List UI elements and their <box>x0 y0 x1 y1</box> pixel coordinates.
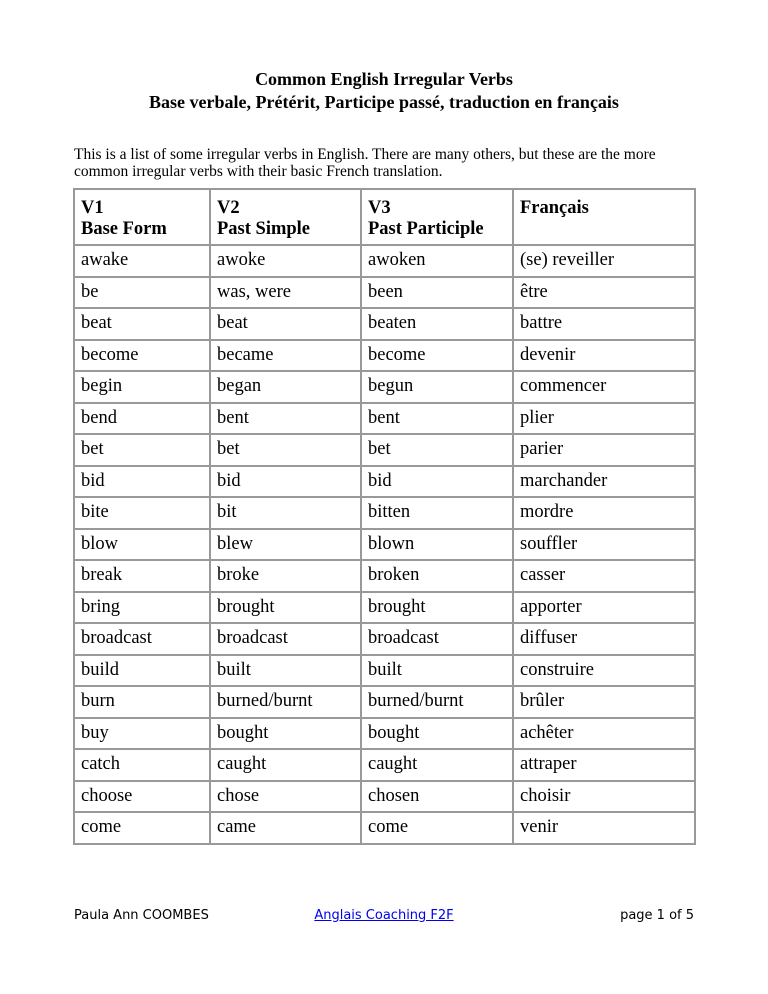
cell-french: casser <box>513 560 695 592</box>
cell-french: battre <box>513 308 695 340</box>
cell-french: parier <box>513 434 695 466</box>
cell-base-form: bend <box>74 403 210 435</box>
cell-past-simple: caught <box>210 749 361 781</box>
table-row <box>74 403 695 435</box>
cell-base-form: become <box>74 340 210 372</box>
document-title <box>0 68 768 114</box>
cell-french: achêter <box>513 718 695 750</box>
cell-past-participle: begun <box>361 371 513 403</box>
header-v3: V3 Past Participle <box>361 189 513 245</box>
table-row <box>74 277 695 309</box>
footer-link[interactable]: Anglais Coaching F2F <box>314 908 454 923</box>
cell-past-participle: broken <box>361 560 513 592</box>
cell-french: attraper <box>513 749 695 781</box>
cell-base-form: bet <box>74 434 210 466</box>
cell-past-participle: brought <box>361 592 513 624</box>
cell-base-form: break <box>74 560 210 592</box>
cell-past-participle: beaten <box>361 308 513 340</box>
cell-past-participle: bent <box>361 403 513 435</box>
table-row <box>74 245 695 277</box>
cell-base-form: bring <box>74 592 210 624</box>
cell-past-participle: been <box>361 277 513 309</box>
header-francais: Français <box>513 189 695 245</box>
intro-paragraph: This is a list of some irregular verbs in English. There are many others, but these are the more common irregular verbs with their basic French translation. <box>74 146 656 180</box>
cell-past-simple: chose <box>210 781 361 813</box>
cell-past-simple: bit <box>210 497 361 529</box>
cell-past-simple: bought <box>210 718 361 750</box>
cell-base-form: bite <box>74 497 210 529</box>
cell-french: apporter <box>513 592 695 624</box>
table-row <box>74 623 695 655</box>
cell-past-participle: burned/burnt <box>361 686 513 718</box>
cell-past-participle: awoken <box>361 245 513 277</box>
cell-french: être <box>513 277 695 309</box>
cell-past-participle: bid <box>361 466 513 498</box>
cell-past-simple: bet <box>210 434 361 466</box>
cell-past-simple: built <box>210 655 361 687</box>
cell-french: diffuser <box>513 623 695 655</box>
cell-past-participle: broadcast <box>361 623 513 655</box>
cell-french: souffler <box>513 529 695 561</box>
cell-base-form: buy <box>74 718 210 750</box>
cell-past-simple: came <box>210 812 361 844</box>
cell-base-form: begin <box>74 371 210 403</box>
table-row <box>74 749 695 781</box>
cell-past-simple: became <box>210 340 361 372</box>
cell-base-form: burn <box>74 686 210 718</box>
cell-past-participle: chosen <box>361 781 513 813</box>
cell-past-simple: beat <box>210 308 361 340</box>
cell-past-simple: burned/burnt <box>210 686 361 718</box>
cell-base-form: broadcast <box>74 623 210 655</box>
cell-french: (se) reveiller <box>513 245 695 277</box>
cell-past-simple: brought <box>210 592 361 624</box>
footer-author: Paula Ann COOMBES <box>74 908 209 923</box>
irregular-verbs-table <box>73 188 696 845</box>
cell-past-simple: awoke <box>210 245 361 277</box>
table-row <box>74 434 695 466</box>
footer-page-number: page 1 of 5 <box>620 908 694 923</box>
cell-past-participle: come <box>361 812 513 844</box>
cell-past-participle: bitten <box>361 497 513 529</box>
cell-past-participle: blown <box>361 529 513 561</box>
cell-base-form: build <box>74 655 210 687</box>
title-line-1: Common English Irregular Verbs <box>255 69 513 89</box>
cell-base-form: beat <box>74 308 210 340</box>
cell-french: mordre <box>513 497 695 529</box>
cell-french: choisir <box>513 781 695 813</box>
cell-base-form: choose <box>74 781 210 813</box>
table-row <box>74 812 695 844</box>
cell-past-participle: become <box>361 340 513 372</box>
cell-past-simple: bent <box>210 403 361 435</box>
cell-past-participle: bought <box>361 718 513 750</box>
cell-past-participle: caught <box>361 749 513 781</box>
cell-base-form: be <box>74 277 210 309</box>
table-row <box>74 308 695 340</box>
cell-french: construire <box>513 655 695 687</box>
cell-french: plier <box>513 403 695 435</box>
table-row <box>74 466 695 498</box>
table-header-row <box>74 189 695 245</box>
table-row <box>74 781 695 813</box>
cell-base-form: come <box>74 812 210 844</box>
cell-base-form: bid <box>74 466 210 498</box>
cell-french: devenir <box>513 340 695 372</box>
header-v1: V1 Base Form <box>74 189 210 245</box>
table-row <box>74 686 695 718</box>
cell-past-participle: bet <box>361 434 513 466</box>
cell-french: marchander <box>513 466 695 498</box>
cell-past-simple: broadcast <box>210 623 361 655</box>
cell-french: venir <box>513 812 695 844</box>
cell-base-form: catch <box>74 749 210 781</box>
table-row <box>74 529 695 561</box>
table-row <box>74 560 695 592</box>
cell-past-simple: broke <box>210 560 361 592</box>
cell-past-simple: blew <box>210 529 361 561</box>
table-row <box>74 371 695 403</box>
cell-base-form: awake <box>74 245 210 277</box>
cell-french: brûler <box>513 686 695 718</box>
table-row <box>74 340 695 372</box>
cell-past-simple: began <box>210 371 361 403</box>
title-line-2: Base verbale, Prétérit, Participe passé, traduction en français <box>149 92 619 112</box>
table-row <box>74 592 695 624</box>
header-v2: V2 Past Simple <box>210 189 361 245</box>
cell-past-simple: was, were <box>210 277 361 309</box>
table-row <box>74 655 695 687</box>
cell-past-simple: bid <box>210 466 361 498</box>
table-row <box>74 718 695 750</box>
cell-french: commencer <box>513 371 695 403</box>
cell-base-form: blow <box>74 529 210 561</box>
table-row <box>74 497 695 529</box>
cell-past-participle: built <box>361 655 513 687</box>
